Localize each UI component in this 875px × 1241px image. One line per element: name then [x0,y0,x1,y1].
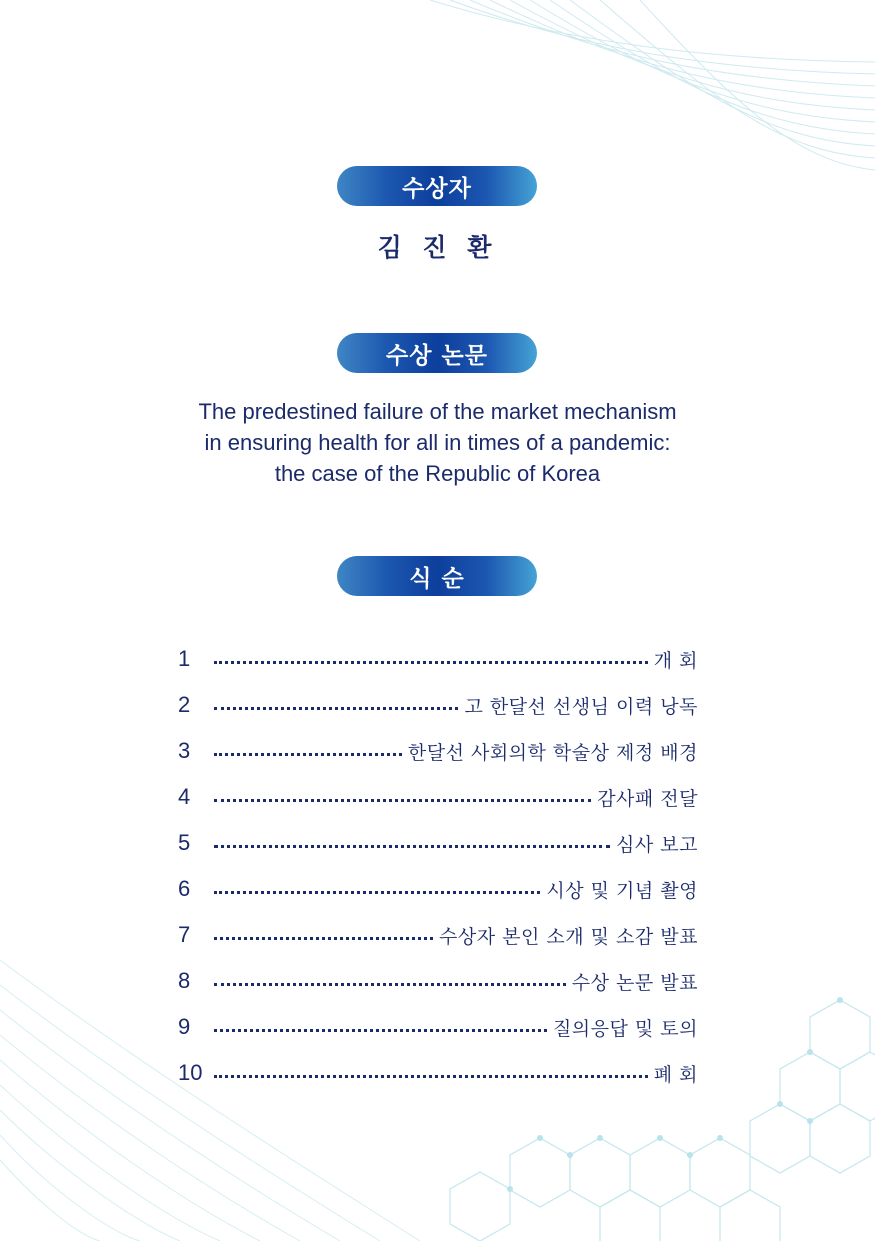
program-section-label: 식 순 [337,556,537,596]
dot-leader [214,845,610,848]
dot-leader [214,891,540,894]
program-item-number: 9 [178,1014,191,1039]
program-item-number: 8 [178,968,191,993]
program-item [178,1004,698,1050]
program-item-number: 1 [178,646,191,671]
dot-leader [214,1075,648,1078]
program-item [178,820,698,866]
program-item-label: 심사 보고 [616,833,698,856]
program-item [178,636,698,682]
dot-leader [214,799,591,802]
awardee-name: 김 진 환 [377,233,498,262]
dot-leader [214,753,402,756]
dot-leader [214,983,566,986]
program-item-label: 폐 회 [653,1063,698,1086]
program-item-number: 2 [178,692,191,717]
program-item [178,1050,698,1096]
program-list [178,636,698,1096]
program-item-number: 10 [178,1060,203,1085]
program-item [178,866,698,912]
program-item-label: 시상 및 기념 촬영 [546,879,698,902]
dot-leader [214,1029,547,1032]
program-item [178,958,698,1004]
program-item-label: 수상자 본인 소개 및 소감 발표 [439,925,698,948]
program-item-number: 3 [178,738,191,763]
program-item [178,774,698,820]
awardee-section-label: 수상자 [337,166,537,206]
program-item [178,728,698,774]
program-item-label: 개 회 [653,649,698,672]
paper-title-line: the case of the Republic of Korea [274,461,601,486]
program-item-number: 5 [178,830,191,855]
program-item [178,912,698,958]
paper-title-line: in ensuring health for all in times of a pandemic: [204,430,671,455]
paper-title [0,396,875,489]
program-item-label: 고 한달선 선생님 이력 낭독 [464,695,698,718]
dot-leader [214,707,458,710]
program-item-number: 4 [178,784,191,809]
program-item-number: 7 [178,922,191,947]
program-item-number: 6 [178,876,191,901]
program-item-label: 한달선 사회의학 학술상 제정 배경 [407,741,698,764]
program-item-label: 감사패 전달 [597,787,698,810]
program-item [178,682,698,728]
dot-leader [214,661,648,664]
program-item-label: 질의응답 및 토의 [552,1017,698,1040]
paper-section-label: 수상 논문 [337,333,537,373]
dot-leader [214,937,433,940]
program-item-label: 수상 논문 발표 [571,971,698,994]
paper-title-line: The predestined failure of the market mechanism [198,399,677,424]
